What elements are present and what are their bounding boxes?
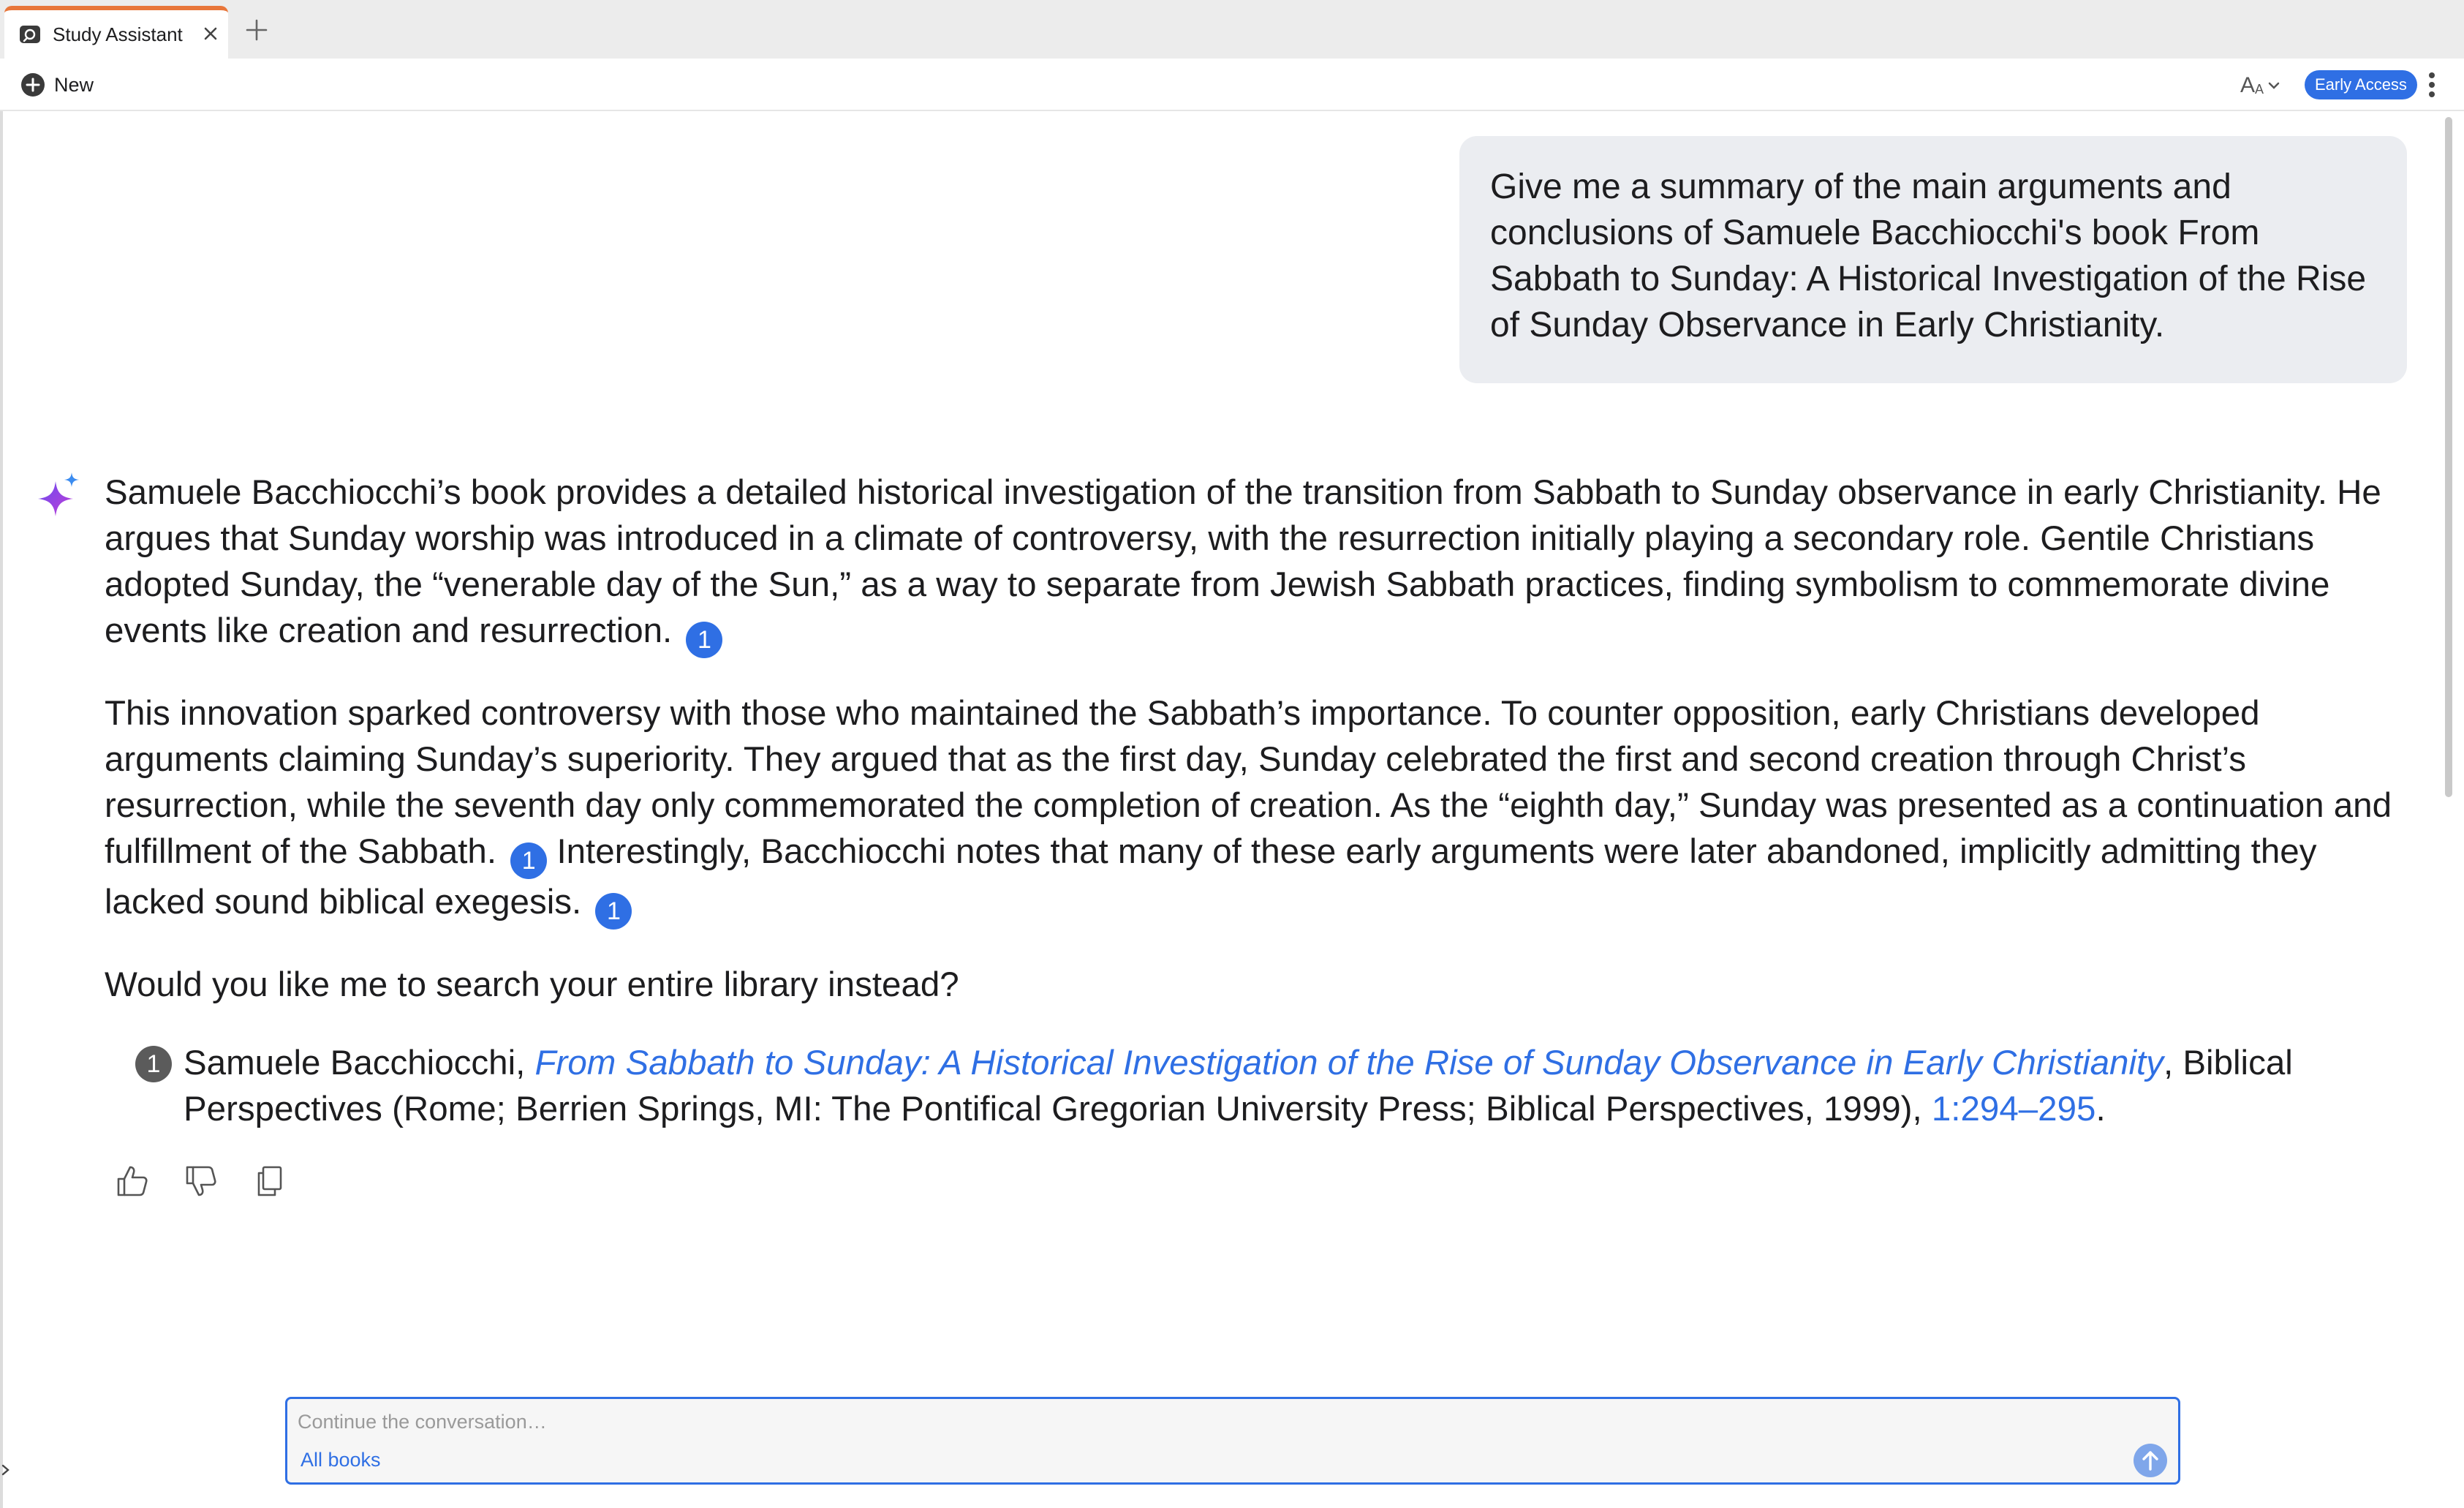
- close-icon[interactable]: [199, 22, 222, 45]
- scrollbar-thumb[interactable]: [2445, 117, 2452, 797]
- footnote-publication: , Biblical Perspectives (Rome; Berrien Springs, MI: The Pontifical Gregorian University Press; Biblical Perspectives, 1999),: [184, 1044, 2293, 1128]
- study-assistant-icon: [19, 25, 41, 44]
- tab-title: Study Assistant: [53, 23, 183, 45]
- paragraph-text: Would you like me to search your entire library instead?: [105, 965, 959, 1004]
- copy-icon[interactable]: [253, 1164, 287, 1198]
- new-conversation-button[interactable]: [20, 70, 94, 99]
- scope-selector[interactable]: All books: [301, 1449, 381, 1471]
- footnote: [105, 1040, 2408, 1132]
- thumbs-up-icon[interactable]: [116, 1164, 149, 1198]
- footnote-number: 1: [135, 1046, 172, 1082]
- response-paragraph: [105, 470, 2408, 658]
- new-tab-plus-icon[interactable]: [244, 18, 269, 42]
- new-button-label: New: [54, 73, 94, 96]
- response-paragraph: [105, 690, 2408, 930]
- message-composer: [285, 1397, 2180, 1485]
- svg-text:A: A: [2240, 73, 2256, 97]
- footnote-end: .: [2095, 1090, 2106, 1128]
- tab-study-assistant[interactable]: [4, 6, 228, 59]
- sidebar-edge: [0, 111, 3, 1508]
- more-options-icon[interactable]: [2425, 70, 2439, 99]
- send-arrow-icon[interactable]: [2133, 1443, 2168, 1478]
- assistant-response: [105, 470, 2408, 1132]
- citation-badge[interactable]: 1: [510, 842, 547, 879]
- feedback-actions: [116, 1164, 287, 1198]
- response-paragraph: [105, 962, 2408, 1008]
- conversation-input[interactable]: [298, 1409, 2052, 1434]
- toolbar: [0, 59, 2464, 111]
- citation-badge[interactable]: 1: [686, 622, 722, 658]
- paragraph-text: Samuele Bacchiocchi’s book provides a detailed historical investigation of the transition from Sabbath to Sunday observance in early Christianity. He argues that Sunday worship was introduced in a climate of controversy, with the resurrection initially playing a secondary role. Gentile Christians adopted Sunday, the “venerable day of the Sun,” as a way to separate from Jewish Sabbath practices, finding symbolism to commemorate divine events like creation and resurrection.: [105, 473, 2381, 650]
- footnote-author: Samuele Bacchiocchi,: [184, 1044, 535, 1082]
- paragraph-text: Interestingly, Bacchiocchi notes that many of these early arguments were later abandoned, implicitly admitting they lacked sound biblical exegesis.: [105, 832, 2317, 921]
- footnote-pages-link[interactable]: 1:294–295: [1931, 1090, 2096, 1128]
- user-message-bubble: Give me a summary of the main arguments and conclusions of Samuele Bacchiocchi's book From Sabbath to Sunday: A Historical Investigation of the Rise of Sunday Observance in Early Christianity.: [1459, 136, 2407, 383]
- font-size-icon[interactable]: [2239, 70, 2286, 99]
- paragraph-text: This innovation sparked controversy with those who maintained the Sabbath’s importance. To counter opposition, early Christians developed arguments claiming Sunday’s superiority. They argued that as the first day, Sunday celebrated the first and second creation through Christ’s resurrection, while the seventh day only commemorated the completion of creation. As the “eighth day,” Sunday was presented as a continuation and fulfillment of the Sabbath.: [105, 694, 2392, 871]
- chevron-right-icon[interactable]: [0, 1461, 12, 1479]
- footnote-title-link[interactable]: From Sabbath to Sunday: A Historical Investigation of the Rise of Sunday Observance in Early Christianity: [534, 1044, 2163, 1082]
- tab-strip: [0, 0, 2464, 59]
- early-access-badge[interactable]: Early Access: [2305, 70, 2417, 99]
- ai-sparkle-icon: [37, 471, 82, 519]
- citation-badge[interactable]: 1: [595, 893, 632, 930]
- svg-text:A: A: [2255, 82, 2264, 97]
- thumbs-down-icon[interactable]: [184, 1164, 218, 1198]
- plus-circle-icon: [20, 72, 45, 97]
